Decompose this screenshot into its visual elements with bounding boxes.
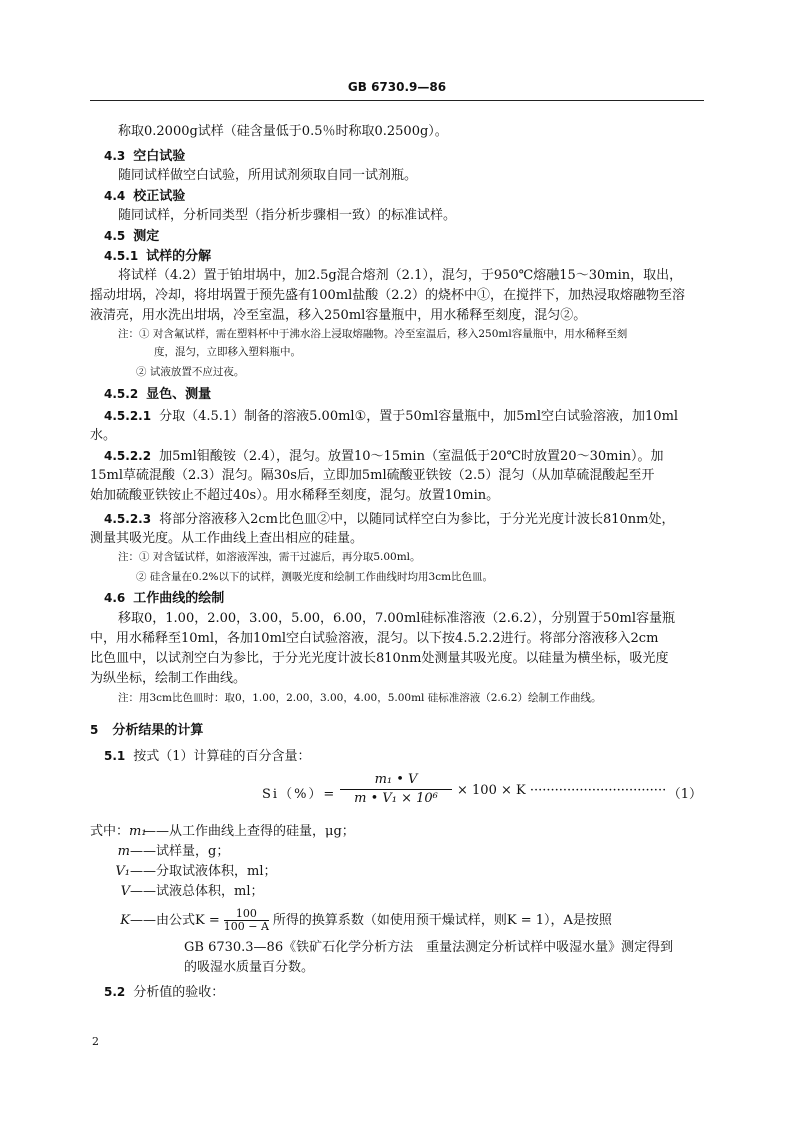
section-number: 5.2 (104, 985, 126, 999)
section-number: 4.3 (104, 149, 126, 163)
text-line: 比色皿中，以试剂空白为参比，于分光光度计波长810nm处测量其吸光度。以硅量为横坐标，吸光度 (90, 651, 669, 666)
variable-description: ——分取试液体积，ml； (130, 864, 277, 879)
variable-symbol: m (117, 844, 130, 859)
note-line: 注：用3cm比色皿时：取0，1.00，2.00，3.00，4.00，5.00ml 硅标准溶液（2.6.2）绘制工作曲线。 (118, 692, 602, 704)
section-4-6-heading (104, 588, 224, 609)
section-title: 工作曲线的绘制 (133, 591, 225, 606)
note-line: 注：① 对含锰试样，如溶液浑浊，需干过滤后，再分取5.00ml。 (118, 551, 421, 563)
text-line: 15ml草硫混酸（2.3）混匀。隔30s后，立即加5ml硫酸亚铁铵（2.5）混匀（从加草硫混酸起至开 (90, 468, 655, 483)
section-4-5-1-heading (104, 246, 211, 267)
variable-description: 所得的换算系数（如使用预干燥试样，则K = 1），A是按照 (272, 913, 612, 928)
variable-description: ——由公式K = (130, 913, 220, 928)
variable-description: ——从工作曲线上查得的硅量，μg； (143, 824, 355, 839)
text-line: 移取0，1.00，2.00，3.00，5.00，6.00，7.00ml硅标准溶液（2.6.2），分别置于50ml容量瓶 (118, 611, 676, 626)
text-line (104, 509, 674, 530)
legend-row-m1 (90, 822, 355, 842)
paragraph-text: 分析值的验收： (133, 985, 225, 1000)
text-line: 为纵坐标，绘制工作曲线。 (90, 671, 247, 686)
text-line: 随同试样做空白试验，所用试剂须取自同一试剂瓶。 (118, 168, 418, 183)
section-number: 4.5.2.3 (104, 512, 152, 526)
text-line: 中，用水稀释至10ml，各加10ml空白试验溶液，混匀。以下按4.5.2.2进行。将部分溶液移入2cm (90, 631, 659, 646)
text-line (104, 406, 678, 427)
section-number: 5.1 (104, 749, 126, 763)
variable-symbol: K (120, 913, 130, 928)
section-title: 空白试验 (133, 149, 186, 164)
variable-symbol: m₁ (129, 824, 147, 839)
legend-row-v1 (90, 862, 277, 882)
section-4-3-heading (104, 146, 185, 167)
section-4-5-2-heading (104, 384, 211, 405)
text-line: 测量其吸光度。从工作曲线上查出相应的硅量。 (90, 531, 364, 546)
section-number: 4.5 (104, 229, 126, 243)
note-line: ② 硅含量在0.2%以下的试样，测吸光度和绘制工作曲线时均用3cm比色皿。 (136, 571, 494, 583)
text-line: GB 6730.3—86《铁矿石化学分析方法 重量法测定分析试样中吸湿水量》测定得到 (184, 940, 674, 955)
variable-symbol: V₁ (115, 864, 130, 879)
k-denominator: 100 − A (223, 920, 269, 933)
section-number: 4.5.1 (104, 249, 139, 263)
note-line: ② 试液放置不应过夜。 (136, 366, 245, 378)
k-numerator: 100 (235, 907, 257, 920)
section-number: 4.4 (104, 189, 126, 203)
legend-row-k (90, 907, 612, 935)
equation-number: （1） (667, 787, 702, 802)
section-title: 测定 (133, 229, 160, 244)
paragraph-text: 加5ml钼酸铵（2.4），混匀。放置10～15min（室温低于20℃时放置20～30min）。加 (159, 449, 664, 464)
text-line: 的吸湿水质量百分数。 (184, 960, 315, 975)
formula-tail: × 100 × K ································· (457, 783, 667, 798)
paragraph-text: 将部分溶液移入2cm比色皿②中，以随同试样空白为参比，于分光光度计波长810nm处， (159, 512, 675, 527)
note-line: 注：① 对含氟试样，需在塑料杯中于沸水浴上浸取熔融物。冷至室温后，移入250ml容量瓶中，用水稀释至刻 (118, 328, 628, 340)
section-number: 4.5.2 (104, 387, 139, 401)
section-number: 5 (90, 723, 99, 737)
section-number: 4.6 (104, 591, 126, 605)
text-line: 始加硫酸亚铁铵止不超过40s）。用水稀释至刻度，混匀。放置10min。 (90, 488, 500, 503)
section-4-5-heading (104, 226, 159, 247)
text-line: 液清亮，用水洗出坩埚，冷至室温，移入250ml容量瓶中，用水稀释至刻度，混匀②。 (90, 308, 587, 323)
variable-symbol: V (120, 884, 130, 899)
page-number: 2 (92, 1035, 99, 1048)
formula-numerator: m₁ • V (374, 772, 418, 787)
legend-row-m (90, 842, 229, 862)
legend-intro: 式中： (90, 824, 130, 839)
section-4-4-heading (104, 186, 185, 207)
variable-description: ——试样量，g； (130, 844, 230, 859)
paragraph-text: 分取（4.5.1）制备的溶液5.00ml①，置于50ml容量瓶中，加5ml空白试验溶液，加10ml (159, 409, 679, 424)
text-line (104, 746, 311, 767)
k-fraction (224, 908, 269, 933)
formula-lhs: Si（%）= (262, 787, 337, 802)
section-title: 试样的分解 (146, 249, 212, 264)
variable-description: ——试液总体积，ml； (130, 884, 264, 899)
formula-fraction (340, 772, 452, 807)
section-title: 校正试验 (133, 189, 186, 204)
text-line: 随同试样，分析同类型（指分析步骤相一致）的标准试样。 (118, 208, 457, 223)
section-title: 分析结果的计算 (112, 723, 204, 738)
section-number: 4.5.2.1 (104, 409, 152, 423)
text-line (104, 446, 663, 467)
standard-header: GB 6730.9—86 (347, 80, 447, 94)
text-line: 水。 (90, 428, 117, 443)
legend-row-v (90, 882, 264, 902)
formula-1 (262, 772, 702, 812)
formula-denominator: m • V₁ × 10⁶ (354, 791, 438, 806)
header-rule (90, 100, 704, 101)
section-title: 显色、测量 (146, 387, 212, 402)
section-5-2-heading (104, 982, 224, 1003)
note-line: 度，混匀，立即移入塑料瓶中。 (154, 346, 301, 358)
text-line: 称取0.2000g试样（硅含量低于0.5％时称取0.2500g）。 (118, 124, 448, 139)
text-line: 将试样（4.2）置于铂坩埚中，加2.5g混合熔剂（2.1），混匀，于950℃熔融15～30min，取出， (118, 268, 683, 283)
text-line: 摇动坩埚，冷却，将坩埚置于预先盛有100ml盐酸（2.2）的烧杯中①，在搅拌下，加热浸取熔融物至溶 (90, 288, 685, 303)
paragraph-text: 按式（1）计算硅的百分含量： (133, 749, 311, 764)
section-number: 4.5.2.2 (104, 449, 152, 463)
section-5-heading (90, 720, 203, 741)
fraction-bar (340, 789, 452, 790)
